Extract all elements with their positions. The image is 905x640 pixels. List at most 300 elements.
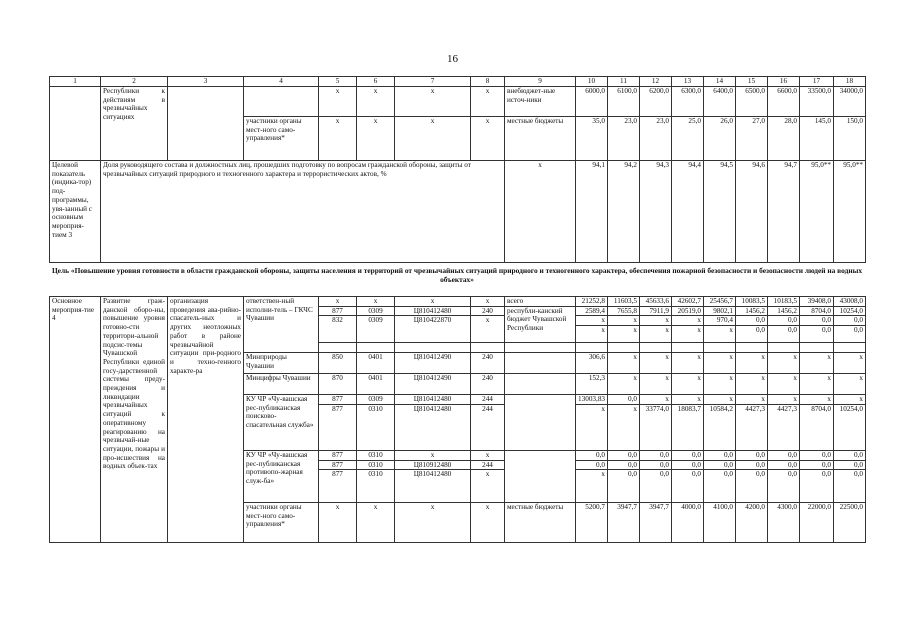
- cell-line: 0,0: [788, 451, 797, 459]
- cell-line: 0,0: [640, 460, 671, 470]
- value-cell: [608, 374, 640, 395]
- value-cell: [768, 395, 800, 451]
- value-cell: [800, 297, 834, 343]
- column-number: 1: [50, 77, 101, 87]
- cell-line: 22000,0: [807, 503, 831, 511]
- cell-line: 244: [482, 395, 493, 403]
- cell-line: 0,0: [834, 325, 865, 335]
- column-number: 10: [576, 77, 608, 87]
- cell-line: x: [827, 353, 831, 361]
- cell-line: 0,0: [800, 325, 833, 335]
- value-cell: [672, 451, 704, 503]
- value-cell: [800, 374, 834, 395]
- executor-cell: Минприроды Чувашии: [244, 353, 319, 374]
- code-cell: x: [319, 117, 357, 161]
- cell-line: 0401: [368, 353, 383, 361]
- value-cell: 28,0: [768, 117, 800, 161]
- cell-line: 0310: [357, 469, 394, 479]
- stacked-cell: [471, 297, 505, 343]
- cell-line: 0,0: [736, 315, 767, 325]
- cell-line: 0,0: [704, 469, 735, 479]
- value-cell: [768, 297, 800, 343]
- cell-line: 7655,8: [608, 306, 639, 316]
- value-cell: [576, 353, 608, 374]
- stacked-cell: [319, 503, 357, 543]
- cell-line: 1456,2: [768, 306, 799, 316]
- cell-line: x: [608, 404, 639, 414]
- stacked-cell: [319, 395, 357, 451]
- cell-line: 877: [332, 395, 343, 403]
- code-cell: x: [357, 117, 395, 161]
- code-cell: x: [395, 117, 471, 161]
- code-cell: x: [357, 87, 395, 117]
- cell-line: 0309: [357, 306, 394, 316]
- cell-line: 3947,7: [649, 503, 669, 511]
- value-cell: 6300,0: [672, 87, 704, 117]
- value-cell: [800, 353, 834, 374]
- value-cell: [672, 374, 704, 395]
- cell-line: x: [827, 374, 831, 382]
- cell-line: 0,0: [736, 325, 767, 335]
- measure-number: Основное мероприя-тие 4: [50, 297, 101, 543]
- cell-line: 0310: [357, 404, 394, 414]
- cell-line: x: [485, 297, 490, 305]
- empty-cell: [736, 343, 768, 353]
- cell-line: 240: [482, 353, 493, 361]
- empty-cell: [505, 395, 576, 451]
- cell-line: 10083,5: [741, 297, 765, 305]
- cell-line: 22500,0: [839, 503, 863, 511]
- empty-cell: [505, 451, 576, 503]
- value-cell: [704, 353, 736, 374]
- value-cell: [800, 503, 834, 543]
- empty-cell: [576, 343, 608, 353]
- cell-line: x: [665, 374, 669, 382]
- cell-line: 0,0: [660, 451, 669, 459]
- value-cell: [834, 451, 866, 503]
- cell-line: x: [576, 469, 607, 479]
- value-cell: 6100,0: [608, 87, 640, 117]
- cell-line: x: [373, 297, 378, 305]
- value-cell: [736, 297, 768, 343]
- cell-line: всего: [507, 297, 524, 305]
- cell-line: 42602,7: [677, 297, 701, 305]
- cell-line: Ц810412490: [413, 353, 452, 361]
- stacked-cell: [471, 395, 505, 451]
- value-cell: [704, 451, 736, 503]
- empty-cell: [800, 343, 834, 353]
- column-number: 3: [168, 77, 244, 87]
- cell-line: 0,0: [834, 315, 865, 325]
- cell-line: x: [471, 315, 504, 325]
- cell-line: 5200,7: [585, 503, 605, 511]
- empty-cell: [640, 343, 672, 353]
- column-number: 17: [800, 77, 834, 87]
- cell-line: 0,0: [768, 325, 799, 335]
- value-cell: [800, 395, 834, 451]
- empty-cell: [319, 343, 357, 353]
- value-cell: [834, 374, 866, 395]
- cell-line: x: [672, 325, 703, 335]
- executor-cell: КУ ЧР «Чу-вашская рес-публиканская поисково-спасательная служба»: [244, 395, 319, 451]
- cell-line: 0,0: [800, 469, 833, 479]
- empty-cell: [672, 343, 704, 353]
- cell-line: x: [697, 353, 701, 361]
- cell-line: x: [633, 353, 637, 361]
- stacked-cell: [395, 374, 471, 395]
- value-cell: [576, 374, 608, 395]
- value-cell: [608, 353, 640, 374]
- stacked-cell: [471, 353, 505, 374]
- cell-line: 240: [482, 374, 493, 382]
- indicator-value: 94,3: [640, 161, 672, 263]
- stacked-cell: [319, 297, 357, 343]
- cell-line: 4100,0: [713, 503, 733, 511]
- funding-source: местные бюджеты: [505, 117, 576, 161]
- value-cell: [704, 503, 736, 543]
- cell-line: Ц810912480: [395, 460, 470, 470]
- value-cell: [576, 297, 608, 343]
- column-number: 14: [704, 77, 736, 87]
- cell-line: 970,4: [704, 315, 735, 325]
- cell-line: x: [761, 395, 765, 403]
- main-table: [49, 296, 866, 543]
- column-number-row: [50, 77, 866, 87]
- table-row: [50, 87, 866, 117]
- indicator-text: Доля руководящего состава и должностных лиц, прошедших подготовку по вопросам гражданской обороны, защиты от чрезвычайных ситуаций природного и техногенного характера и террористических актов, %: [101, 161, 505, 263]
- cell-line: 240: [471, 306, 504, 316]
- cell-line: x: [430, 451, 435, 459]
- cell-line: x: [485, 503, 490, 511]
- stacked-cell: [395, 353, 471, 374]
- executor-cell: участники органы мест-ного само-управления*: [244, 117, 319, 161]
- cell-line: x: [335, 503, 340, 511]
- value-cell: [672, 503, 704, 543]
- cell-line: 0,0: [736, 469, 767, 479]
- cell-line: x: [640, 325, 671, 335]
- cell-line: 0,0: [672, 469, 703, 479]
- cell-line: 0,0: [724, 451, 733, 459]
- indicator-label: Целевой показатель (индика-тор) под-программы, увя-занный с основным мероприя-тием 3: [50, 161, 101, 263]
- empty-cell: [357, 343, 395, 353]
- cell-line: x: [665, 395, 669, 403]
- column-number: 4: [244, 77, 319, 87]
- column-number: 5: [319, 77, 357, 87]
- value-cell: 26,0: [704, 117, 736, 161]
- cell-line: 0,0: [692, 451, 701, 459]
- stacked-cell: [395, 451, 471, 503]
- cell-line: Ц810422870: [395, 315, 470, 325]
- stacked-cell: [319, 353, 357, 374]
- cell-line: 18083,7: [672, 404, 703, 414]
- code-cell: x: [471, 87, 505, 117]
- value-cell: [768, 503, 800, 543]
- cell-line: Ц810412480: [395, 306, 470, 316]
- stacked-cell: [505, 297, 576, 343]
- cell-line: 0,0: [640, 469, 671, 479]
- value-cell: 6500,0: [736, 87, 768, 117]
- cell-line: 0,0: [834, 469, 865, 479]
- indicator-value: 94,4: [672, 161, 704, 263]
- value-cell: [608, 395, 640, 451]
- cell-line: 0309: [357, 315, 394, 325]
- empty-cell: [505, 353, 576, 374]
- cell-line: 25456,7: [709, 297, 733, 305]
- cell-line: 11603,5: [613, 297, 637, 305]
- cell-line: 832: [319, 315, 356, 325]
- value-cell: 150,0: [834, 117, 866, 161]
- upper-table: [49, 76, 866, 263]
- stacked-cell: [357, 503, 395, 543]
- cell-line: 0310: [357, 460, 394, 470]
- cell-line: 0,0: [800, 460, 833, 470]
- column-number: 6: [357, 77, 395, 87]
- value-cell: 6200,0: [640, 87, 672, 117]
- cell-line: x: [704, 325, 735, 335]
- cell-line: 0,0: [736, 460, 767, 470]
- cell-line: x: [430, 297, 435, 305]
- column-number: 7: [395, 77, 471, 87]
- value-cell: [640, 451, 672, 503]
- cell-line: 0310: [368, 451, 383, 459]
- cell-line: 0,0: [628, 395, 637, 403]
- column-number: 18: [834, 77, 866, 87]
- cell-line: 0,0: [608, 460, 639, 470]
- code-cell: x: [395, 87, 471, 117]
- column-number: 12: [640, 77, 672, 87]
- value-cell: 6600,0: [768, 87, 800, 117]
- cell-line: x: [608, 315, 639, 325]
- indicator-value: 94,5: [704, 161, 736, 263]
- cell-line: 10254,0: [834, 306, 865, 316]
- value-cell: [576, 395, 608, 451]
- value-cell: [640, 374, 672, 395]
- cell-line: x: [672, 315, 703, 325]
- value-cell: [736, 503, 768, 543]
- cell-line: 0309: [368, 395, 383, 403]
- cell-line: x: [859, 353, 863, 361]
- funding-source: внебюджет-ные источ-ники: [505, 87, 576, 117]
- cell-line: Ц810412480: [395, 404, 470, 414]
- stacked-cell: [471, 503, 505, 543]
- cell-line: 870: [332, 374, 343, 382]
- code-cell: x: [319, 87, 357, 117]
- empty-cell: [608, 343, 640, 353]
- value-cell: [704, 374, 736, 395]
- cell-line: x: [608, 325, 639, 335]
- cell-line: x: [471, 469, 504, 479]
- cell-line: 306,6: [588, 353, 605, 361]
- cell-line: 877: [319, 469, 356, 479]
- cell-line: x: [697, 374, 701, 382]
- cell-line: 8704,0: [800, 404, 833, 414]
- value-cell: [800, 451, 834, 503]
- value-cell: [736, 451, 768, 503]
- value-cell: 23,0: [640, 117, 672, 161]
- cell-line: 4427,3: [768, 404, 799, 414]
- cell-line: x: [633, 374, 637, 382]
- empty-cell: [505, 374, 576, 395]
- value-cell: [640, 503, 672, 543]
- cell-line: 0,0: [800, 315, 833, 325]
- value-cell: [834, 297, 866, 343]
- value-cell: [576, 451, 608, 503]
- value-cell: 33500,0: [800, 87, 834, 117]
- value-cell: [768, 353, 800, 374]
- cell-line: x: [576, 315, 607, 325]
- cell-line: x: [729, 395, 733, 403]
- stacked-cell: [395, 503, 471, 543]
- cell-line: Ц810412490: [413, 374, 452, 382]
- executor-cell: ответствен-ный исполни-тель – ГКЧС Чувашии: [244, 297, 319, 353]
- cell-line: x: [761, 353, 765, 361]
- cell-line: 4000,0: [681, 503, 701, 511]
- cell-line: 0,0: [756, 451, 765, 459]
- cell-line: x: [729, 353, 733, 361]
- cell-line: 850: [332, 353, 343, 361]
- cell-line: 0,0: [834, 460, 865, 470]
- cell-line: Ц810412480: [395, 469, 470, 479]
- cell-line: 0401: [368, 374, 383, 382]
- value-cell: [640, 353, 672, 374]
- stacked-cell: [357, 353, 395, 374]
- value-cell: [576, 503, 608, 543]
- stacked-cell: [395, 297, 471, 343]
- value-cell: [768, 451, 800, 503]
- cell-line: 244: [471, 404, 504, 414]
- value-cell: 6400,0: [704, 87, 736, 117]
- indicator-value: 94,1: [576, 161, 608, 263]
- cell-line: 1456,2: [736, 306, 767, 316]
- cell-line: 9802,1: [704, 306, 735, 316]
- table-row: [50, 297, 866, 343]
- value-cell: 35,0: [576, 117, 608, 161]
- cell-line: 3947,7: [617, 503, 637, 511]
- indicator-value: 94,7: [768, 161, 800, 263]
- value-cell: 34000,0: [834, 87, 866, 117]
- value-cell: 145,0: [800, 117, 834, 161]
- stacked-cell: [505, 503, 576, 543]
- value-cell: [608, 297, 640, 343]
- stacked-cell: [395, 395, 471, 451]
- indicator-value: 95,0**: [800, 161, 834, 263]
- cell-line: 8704,0: [800, 306, 833, 316]
- value-cell: [672, 395, 704, 451]
- cell-line: 0,0: [768, 315, 799, 325]
- value-cell: [834, 503, 866, 543]
- cell-line: x: [576, 404, 607, 414]
- code-cell: x: [471, 117, 505, 161]
- empty-cell: [704, 343, 736, 353]
- empty-cell: [505, 343, 576, 353]
- page-number: 16: [447, 53, 458, 65]
- cell-line: x: [859, 395, 863, 403]
- column-number: 16: [768, 77, 800, 87]
- cell-line: 0,0: [576, 460, 607, 470]
- cell-line: 0,0: [768, 460, 799, 470]
- cell-line: x: [761, 374, 765, 382]
- value-cell: 23,0: [608, 117, 640, 161]
- stacked-cell: [357, 297, 395, 343]
- value-cell: [640, 297, 672, 343]
- cell-line: 4200,0: [745, 503, 765, 511]
- cell-line: 152,3: [588, 374, 605, 382]
- executor-cell: КУ ЧР «Чу-вашская рес-публиканская противопо-жарная служ-ба»: [244, 451, 319, 503]
- cell-line: 0,0: [822, 451, 831, 459]
- cell-line: 0,0: [704, 460, 735, 470]
- value-cell: [608, 503, 640, 543]
- cell-line: 0,0: [628, 451, 637, 459]
- empty-cell: [471, 343, 505, 353]
- cell-line: x: [793, 353, 797, 361]
- column-number: 2: [101, 77, 168, 87]
- cell-line: Ц810412480: [413, 395, 452, 403]
- cell-line: 21252,8: [581, 297, 605, 305]
- empty-cell: [768, 343, 800, 353]
- stacked-cell: [471, 451, 505, 503]
- cell-line: 39408,0: [807, 297, 831, 305]
- value-cell: [704, 395, 736, 451]
- empty-cell: [834, 343, 866, 353]
- executor-cell: Минцифры Чувашии: [244, 374, 319, 395]
- cell-line: x: [827, 395, 831, 403]
- empty-cell: [395, 343, 471, 353]
- cell-line: 877: [319, 404, 356, 414]
- indicator-row: [50, 161, 866, 263]
- cell-line: 2589,4: [576, 306, 607, 316]
- cell-line: 10183,5: [773, 297, 797, 305]
- cell-line: 0,0: [608, 469, 639, 479]
- executor-cell: участники органы мест-ного само-управления*: [244, 503, 319, 543]
- stacked-cell: [357, 395, 395, 451]
- stacked-cell: [319, 451, 357, 503]
- indicator-source: x: [505, 161, 576, 263]
- column-number: 13: [672, 77, 704, 87]
- cell-line: x: [665, 353, 669, 361]
- cell-line: 45633,6: [645, 297, 669, 305]
- value-cell: [608, 451, 640, 503]
- cell-line: x: [373, 503, 378, 511]
- cell-line: x: [793, 374, 797, 382]
- value-cell: [640, 395, 672, 451]
- measure-name: Развитие граж-данской оборо-ны, повышение уровня готовно-сти территори-альной подсис-темы Чувашской Республики единой госу-дарственной системы преду-преждения и ликвидации чрезвычайных ситуаций к оперативному реагированию на чрезвычай-ные ситуации, пожары и про-исшествия на водных объек-тах: [101, 297, 168, 543]
- cell-line: 0,0: [854, 451, 863, 459]
- cell-line: 33774,0: [640, 404, 671, 414]
- value-cell: [834, 353, 866, 374]
- cell-line: x: [640, 315, 671, 325]
- value-cell: 27,0: [736, 117, 768, 161]
- column-number: 11: [608, 77, 640, 87]
- value-cell: 25,0: [672, 117, 704, 161]
- stacked-cell: [471, 374, 505, 395]
- cell-line: республи-канский бюджет Чувашской Республики: [505, 306, 575, 333]
- cell-line: x: [430, 503, 435, 511]
- measure-cell: Республики к действиям в чрезвычайных ситуациях: [101, 87, 168, 161]
- cell-line: 10254,0: [834, 404, 865, 414]
- indicator-value: 94,6: [736, 161, 768, 263]
- cell-line: 0,0: [672, 460, 703, 470]
- cell-line: 0,0: [768, 469, 799, 479]
- cell-line: x: [729, 374, 733, 382]
- value-cell: [834, 395, 866, 451]
- cell-line: 877: [319, 460, 356, 470]
- indicator-value: 95,0**: [834, 161, 866, 263]
- cell-line: x: [576, 325, 607, 335]
- stacked-cell: [357, 374, 395, 395]
- cell-line: 4427,3: [736, 404, 767, 414]
- cell-line: 0,0: [596, 451, 605, 459]
- value-cell: 6000,0: [576, 87, 608, 117]
